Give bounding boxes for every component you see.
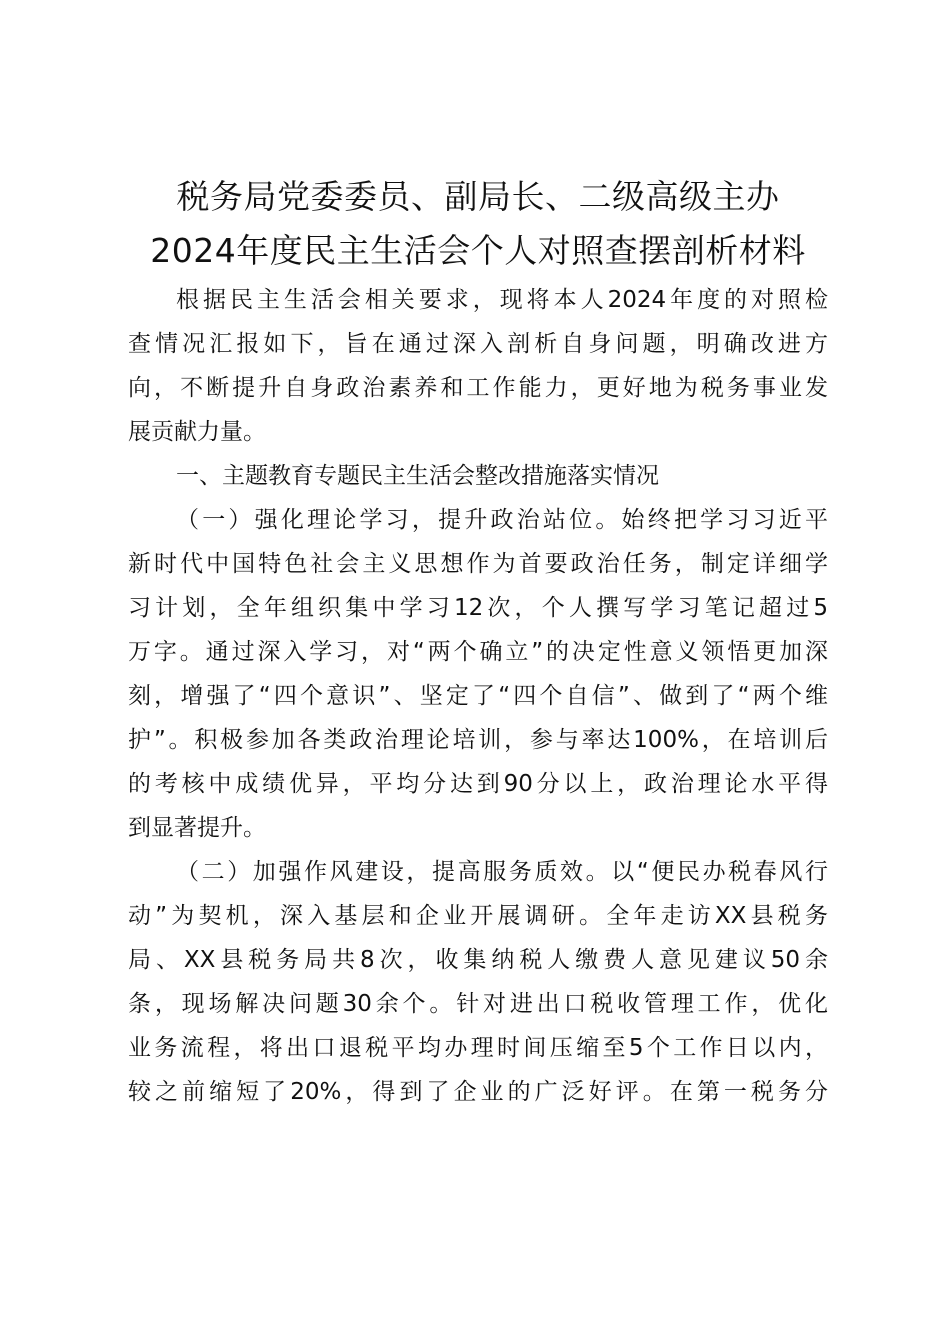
document-title: [128, 170, 828, 278]
paragraph-theory-study: [128, 498, 828, 850]
document-page: [128, 170, 828, 1114]
paragraph-intro: [128, 278, 828, 454]
text-line: 较之前缩短了20%，得到了企业的广泛好评。在第一税务分: [128, 1079, 828, 1105]
text-line: 一、主题教育专题民主生活会整改措施落实情况: [176, 463, 659, 489]
title-line-1: 税务局党委委员、副局长、二级高级主办: [176, 177, 780, 216]
text-line: 万字。通过深入学习，对“两个确立”的决定性意义领悟更加深: [128, 639, 828, 665]
section-heading-1: [128, 454, 828, 498]
text-line: 习计划，全年组织集中学习12次，个人撰写学习笔记超过5: [128, 595, 828, 621]
text-line: （一）强化理论学习，提升政治站位。始终把学习习近平: [176, 507, 828, 533]
text-line: 业务流程，将出口退税平均办理时间压缩至5个工作日以内，: [128, 1035, 828, 1061]
text-line: 新时代中国特色社会主义思想作为首要政治任务，制定详细学: [128, 551, 828, 577]
text-line: 护”。积极参加各类政治理论培训，参与率达100%，在培训后: [128, 727, 828, 753]
text-line: 局、XX县税务局共8次，收集纳税人缴费人意见建议50余: [128, 947, 828, 973]
text-line: 到显著提升。: [128, 815, 266, 841]
text-line: 刻，增强了“四个意识”、坚定了“四个自信”、做到了“两个维: [128, 683, 828, 709]
text-line: 展贡献力量。: [128, 419, 266, 445]
title-line-2: 2024年度民主生活会个人对照查摆剖析材料: [150, 231, 806, 270]
text-line: （二）加强作风建设，提高服务质效。以“便民办税春风行: [176, 859, 828, 885]
paragraph-work-style: [128, 850, 828, 1114]
text-line: 查情况汇报如下，旨在通过深入剖析自身问题，明确改进方: [128, 331, 828, 357]
text-line: 根据民主生活会相关要求，现将本人2024年度的对照检: [176, 287, 828, 313]
text-line: 向，不断提升自身政治素养和工作能力，更好地为税务事业发: [128, 375, 828, 401]
text-line: 的考核中成绩优异，平均分达到90分以上，政治理论水平得: [128, 771, 828, 797]
text-line: 动”为契机，深入基层和企业开展调研。全年走访XX县税务: [128, 903, 828, 929]
text-line: 条，现场解决问题30余个。针对进出口税收管理工作，优化: [128, 991, 828, 1017]
